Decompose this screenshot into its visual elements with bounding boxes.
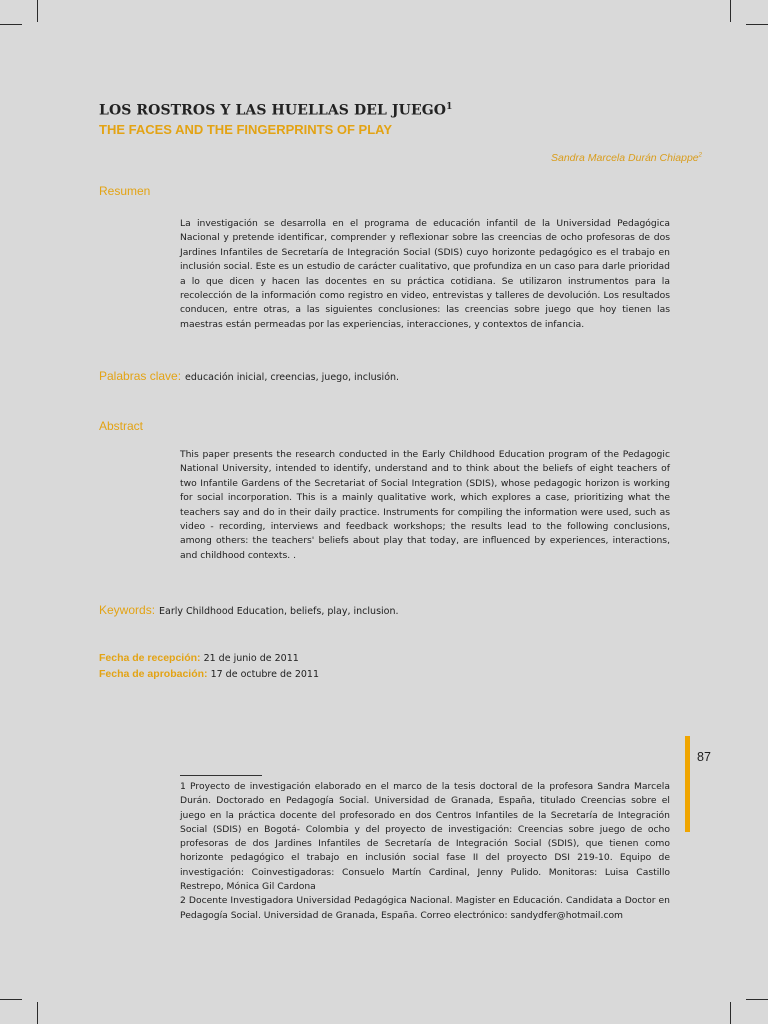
palabras-clave-label: Palabras clave:	[99, 369, 182, 383]
fecha-recepcion-label: Fecha de recepción:	[99, 652, 201, 664]
crop-mark	[730, 1002, 731, 1024]
fecha-aprobacion	[99, 668, 319, 680]
crop-mark	[746, 24, 768, 25]
article-subtitle: THE FACES AND THE FINGERPRINTS OF PLAY	[99, 122, 393, 137]
keywords-line	[99, 603, 399, 617]
footnote-rule	[180, 775, 262, 776]
crop-mark	[0, 999, 22, 1000]
article-title-text: LOS ROSTROS Y LAS HUELLAS DEL JUEGO	[99, 102, 447, 119]
page-number-bar	[685, 736, 690, 832]
author-name	[551, 152, 702, 164]
fecha-recepcion-value: 21 de junio de 2011	[203, 653, 299, 664]
resumen-text: La investigación se desarrolla en el programa de educación infantil de la Universidad Pedagógica Nacional y pretende identificar, comprender y reflexionar sobre las creencias de ocho profesoras de dos Jardines Infantiles de Secretaría de Integración Social (SDIS) cuyo horizonte pedagógico es el trabajo en inclusión social. Este es un estudio de carácter cualitativo, que profundiza en un caso para darle prioridad a lo que dicen y hacen las docentes en su práctica cotidiana. Se utilizaron instrumentos para la recolección de la información como registro en video, entrevistas y talleres de devolución. Los resultados conducen, entre otras, a las siguientes conclusiones: las creencias sobre juego que hoy tienen las maestras están permeadas por las experiencias, interacciones, y contextos de infancia.	[180, 218, 670, 330]
crop-mark	[37, 1002, 38, 1024]
fecha-aprobacion-label: Fecha de aprobación:	[99, 668, 208, 680]
author-name-text: Sandra Marcela Durán Chiappe	[550, 152, 699, 164]
footnotes	[180, 780, 670, 923]
article-title	[99, 102, 452, 119]
crop-mark	[37, 0, 38, 22]
fecha-recepcion	[99, 652, 299, 664]
palabras-clave-value: educación inicial, creencias, juego, inclusión.	[185, 372, 400, 383]
author-footnote-mark: 2	[698, 152, 702, 159]
palabras-clave-line	[99, 369, 399, 383]
abstract-text: This paper presents the research conducted in the Early Childhood Education program of the Pedagogic National University, intended to identify, understand and to think about the beliefs of eight teachers of two Infantile Gardens of the Secretariat of Social Integration (SDIS), whose pedagogic horizon is working for social incorporation. This is a mainly qualitative work, which explores a case, prioritizing what the teachers say and do in their daily practice. Instruments for compiling the information were used, such as video - recording, interviews and feedback workshops; the results lead to the following conclusions, among others: the teachers' beliefs about play that today, are influenced by experiences, interactions, and childhood contexts. .	[180, 449, 670, 561]
fecha-aprobacion-value: 17 de octubre de 2011	[210, 669, 320, 680]
keywords-value: Early Childhood Education, beliefs, play, inclusion.	[159, 606, 399, 617]
footnote-1: 1 Proyecto de investigación elaborado en el marco de la tesis doctoral de la profesora Sandra Marcela Durán. Doctorado en Pedagogía Social. Universidad de Granada, España, titulado Creencias sobre el juego en la práctica docente del profesorado en dos Centros Infantiles de la Secretaría de Integración Social (SDIS) en Bogotá- Colombia y del proyecto de investigación: Creencias sobre juego de ocho profesoras de dos Jardines Infantiles de Secretaría de Integración Social (SDIS), que tienen como horizonte pedagógico el trabajo en inclusión social fase II del proyecto DSI 219-10. Equipo de investigación: Coinvestigadoras: Consuelo Martín Cardinal, Jenny Pulido. Monitoras: Luisa Castillo Restrepo, Mónica Gil Cardona	[180, 781, 670, 893]
resumen-heading: Resumen	[99, 184, 151, 198]
page-number: 87	[697, 750, 711, 764]
crop-mark	[0, 24, 22, 25]
keywords-label: Keywords:	[99, 603, 156, 617]
footnote-2: 2 Docente Investigadora Universidad Pedagógica Nacional. Magister en Educación. Candidata a Doctor en Pedagogía Social. Universidad de Granada, España. Correo electrónico: sandydfer@hotmail.com	[180, 895, 670, 921]
crop-mark	[746, 999, 768, 1000]
title-footnote-mark: 1	[446, 102, 453, 112]
abstract-heading: Abstract	[99, 419, 144, 433]
crop-mark	[730, 0, 731, 22]
